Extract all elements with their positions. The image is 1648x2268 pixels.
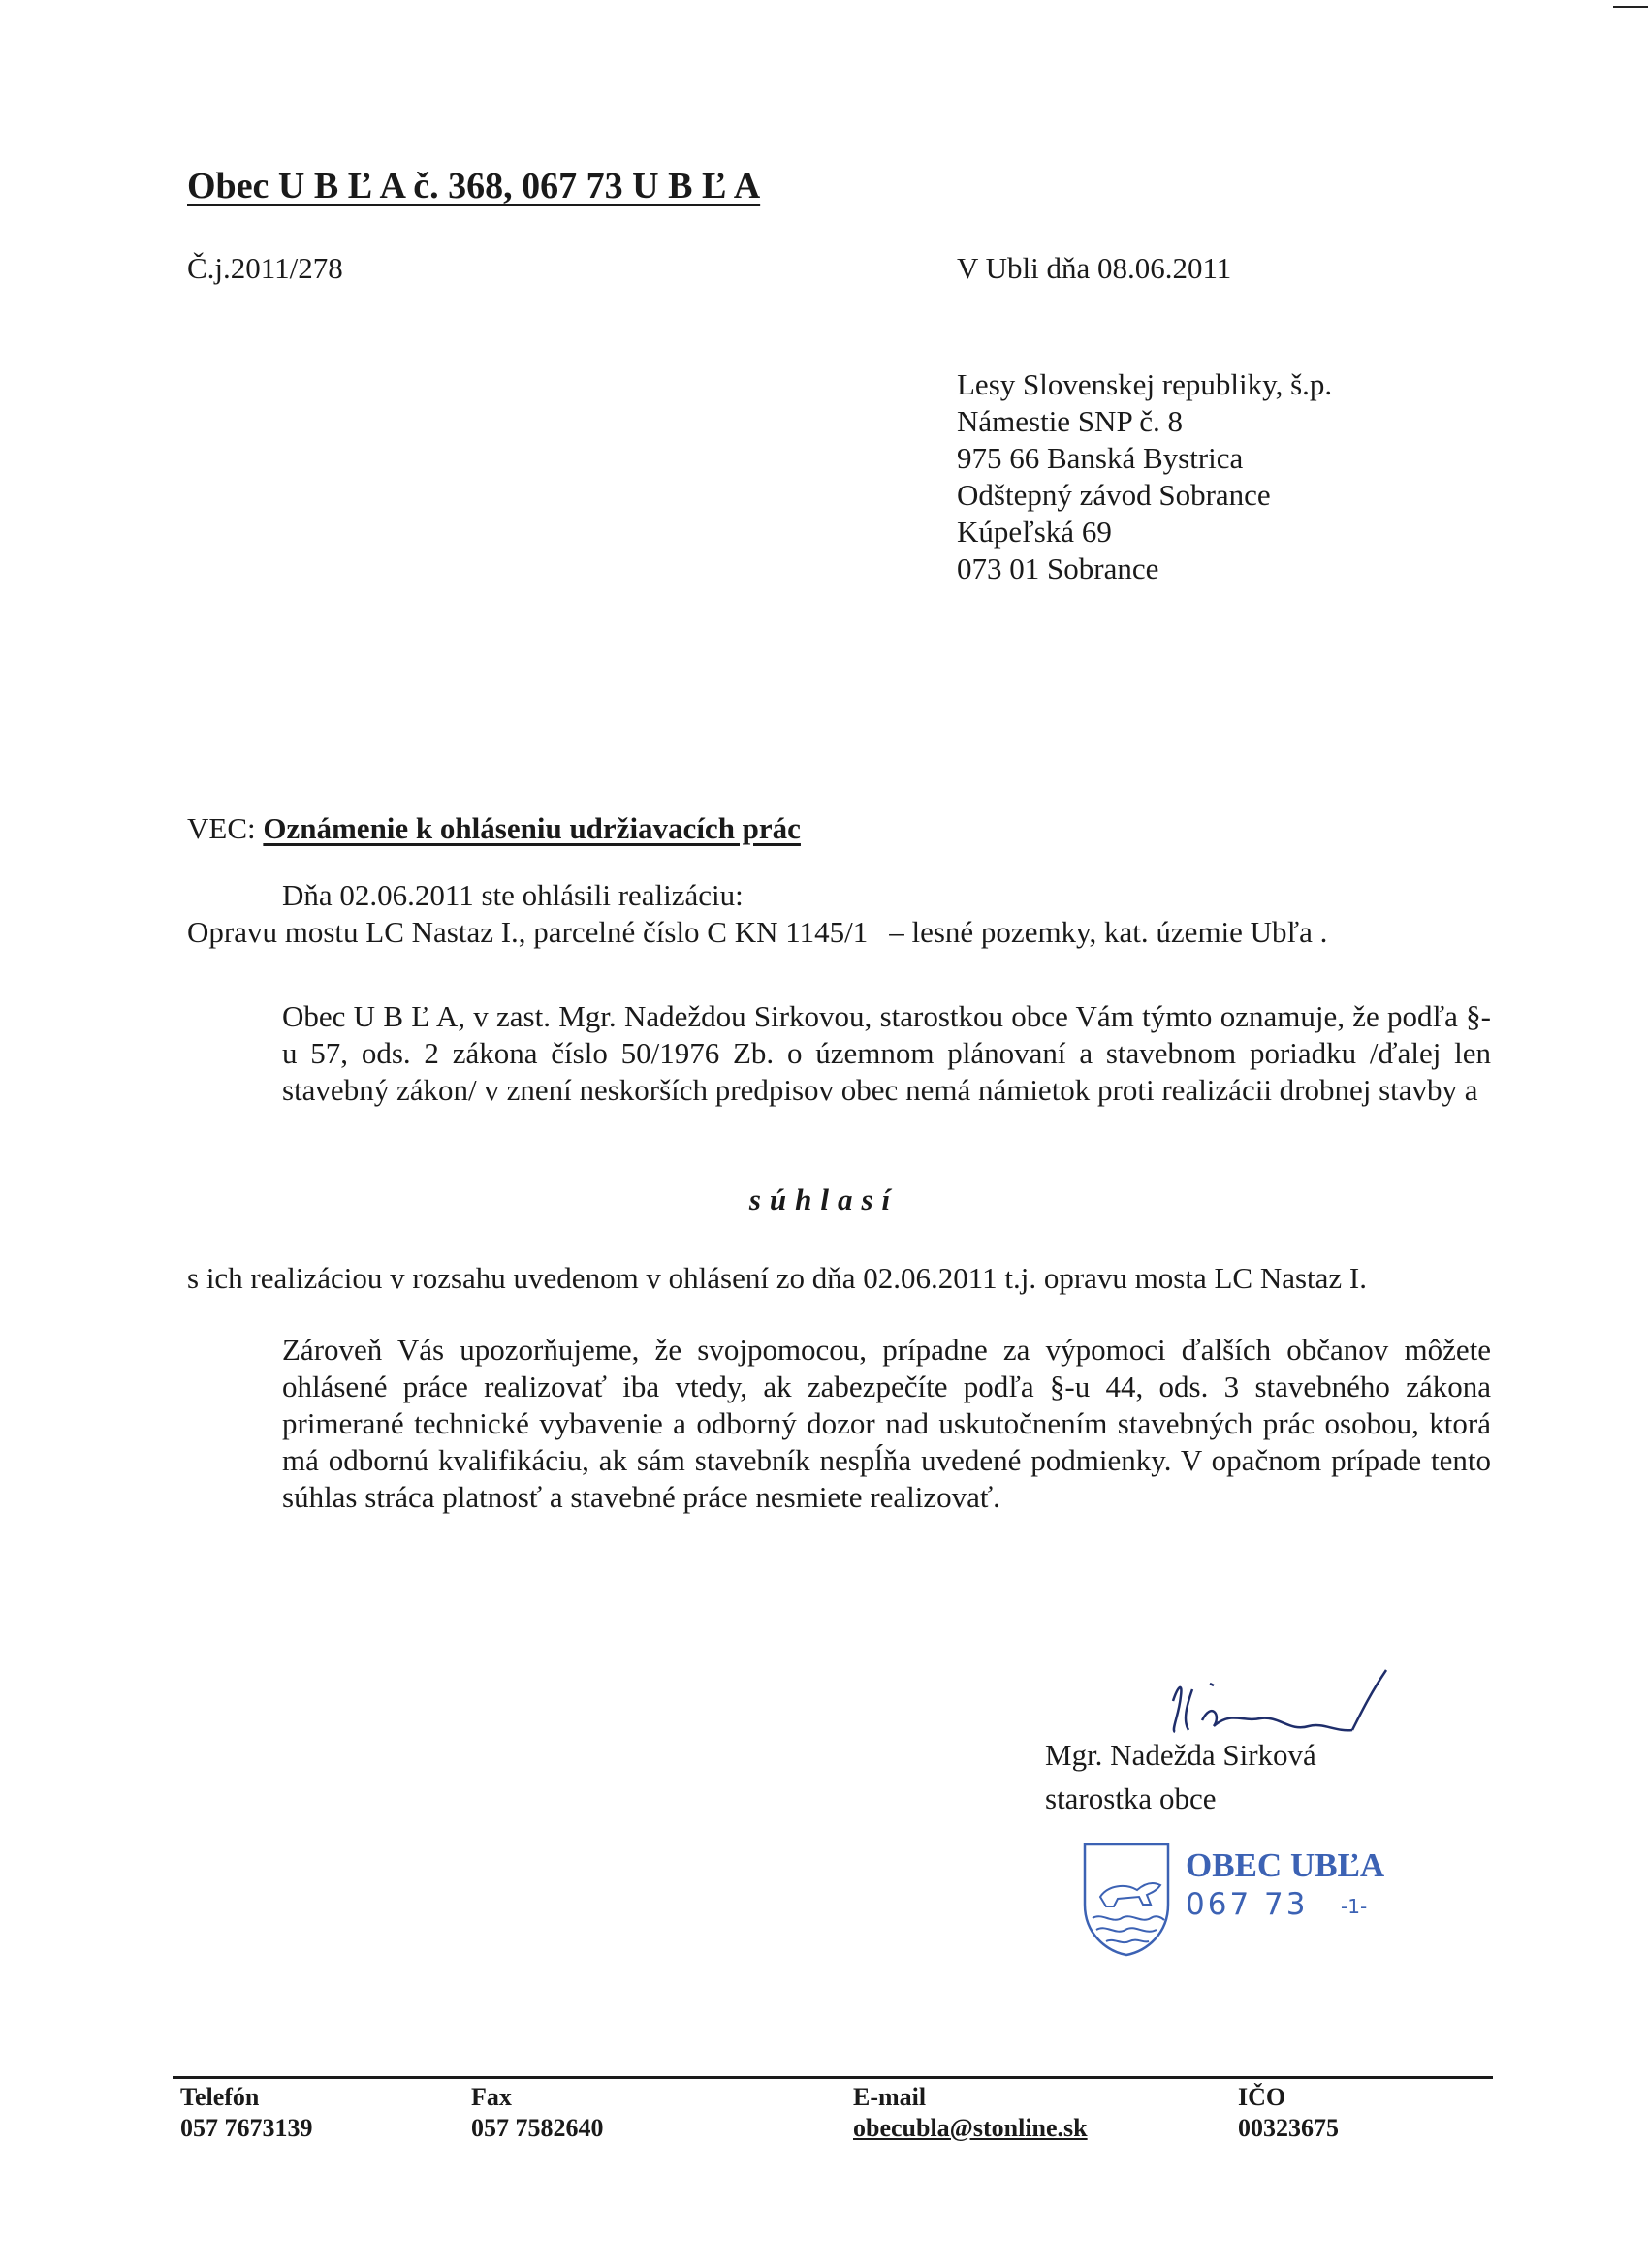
footer-phone-value: 057 7673139 — [180, 2114, 313, 2142]
footer-ico-label: IČO — [1238, 2083, 1286, 2111]
notice-line-2-part-b: – lesné pozemky, kat. územie Ubľa . — [889, 915, 1328, 949]
coat-of-arms-icon — [1079, 1837, 1174, 1958]
notice-line-2-part-a: Opravu mostu LC Nastaz I., parcelné číslo C KN 1145/1 — [187, 915, 869, 949]
paragraph-statement — [187, 998, 1491, 1109]
address-line: Odštepný závod Sobrance — [957, 478, 1271, 512]
stamp-postal-code: 067 73 — [1186, 1887, 1309, 1922]
footer-email-label: E-mail — [853, 2083, 927, 2111]
signatory-role: starostka obce — [1045, 1781, 1217, 1815]
paragraph-warning — [187, 1332, 1491, 1516]
footer-ico — [1238, 2082, 1339, 2144]
place-and-date: V Ubli dňa 08.06.2011 — [957, 251, 1232, 285]
footer-fax-value: 057 7582640 — [471, 2114, 604, 2142]
address-line: 073 01 Sobrance — [957, 551, 1159, 585]
notice-line-1: Dňa 02.06.2011 ste ohlásili realizáciu: — [282, 878, 744, 912]
warning-text: Zároveň Vás upozorňujeme, že svojpomocou, prípadne za výpomoci ďalších občanov môžete ohlásené práce realizovať iba vtedy, ak zabezpečíte podľa §-u 44, ods. 3 stavebného zákona primerané technické vybavenie a odborný dozor nad uskutočnením stavebných prác osobou, ktorá má odbornú kvalifikáciu, ak sám stavebník nespĺňa uvedené podmienky. V opačnom prípade tento súhlas stráca platnosť a stavebné práce nesmiete realizovať. — [282, 1333, 1491, 1514]
footer-fax — [471, 2082, 604, 2144]
subject-text: Oznámenie k ohláseniu udržiavacích prác — [263, 811, 801, 845]
signatory-name: Mgr. Nadežda Sirková — [1045, 1738, 1316, 1772]
page-edge-mark — [1613, 6, 1648, 8]
footer-email-link[interactable]: obecubla@stonline.sk — [853, 2114, 1088, 2142]
footer-ico-value: 00323675 — [1238, 2114, 1339, 2142]
footer-phone-label: Telefón — [180, 2083, 260, 2111]
letterhead-title: Obec U B Ľ A č. 368, 067 73 U B Ľ A — [187, 166, 761, 206]
address-line: Kúpeľská 69 — [957, 515, 1112, 549]
subject-prefix: VEC: — [187, 811, 256, 845]
subject-line — [187, 810, 801, 847]
footer-fax-label: Fax — [471, 2083, 512, 2111]
paragraph-consent-scope: s ich realizáciou v rozsahu uvedenom v ohlásení zo dňa 02.06.2011 t.j. opravu mosta LC Nastaz I. — [187, 1261, 1367, 1295]
address-line: Námestie SNP č. 8 — [957, 404, 1184, 438]
address-line: Lesy Slovenskej republiky, š.p. — [957, 367, 1333, 401]
statement-text: Obec U B Ľ A, v zast. Mgr. Nadeždou Sirkovou, starostkou obce Vám týmto oznamuje, že podľa §-u 57, ods. 2 zákona číslo 50/1976 Zb. o územnom plánovaní a stavebnom poriadku /ďalej len stavebný zákon/ v znení neskorších predpisov obec nemá námietok proti realizácii drobnej stavby a — [282, 999, 1491, 1107]
notice-line-2 — [187, 914, 1486, 951]
address-line: 975 66 Banská Bystrica — [957, 441, 1244, 475]
footer-divider — [173, 2076, 1493, 2079]
footer-phone — [180, 2082, 313, 2144]
recipient-address — [957, 366, 1332, 587]
stamp-name: OBEC UBĽA — [1186, 1846, 1385, 1884]
footer-email — [853, 2082, 1088, 2144]
stamp-page-number: -1- — [1341, 1895, 1368, 1918]
consent-heading: súhlasí — [748, 1182, 900, 1216]
reference-number: Č.j.2011/278 — [187, 251, 343, 285]
paragraph-notice — [187, 877, 1486, 951]
